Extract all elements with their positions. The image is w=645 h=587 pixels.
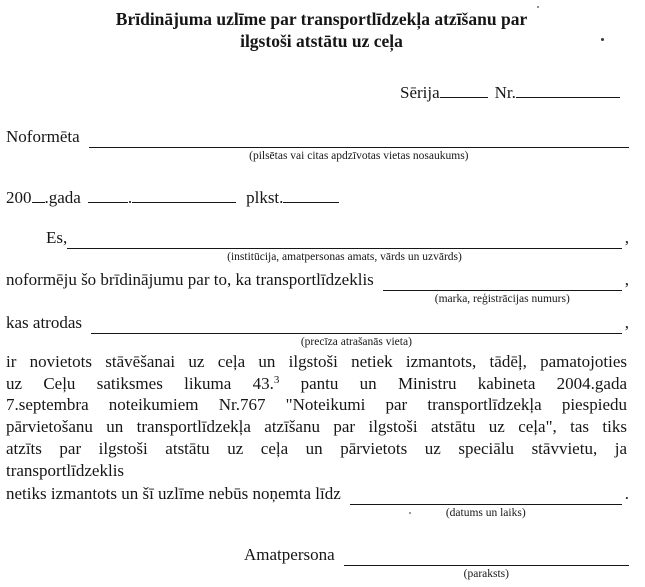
- date-month-blank: [132, 191, 236, 203]
- date-year-blank: [32, 191, 45, 203]
- netiks-field: [350, 483, 622, 520]
- field-row-noformeju: [6, 269, 629, 306]
- noformeju-blank-line: [383, 269, 622, 291]
- amatpersona-caption: (paraksts): [463, 568, 509, 581]
- netiks-label: netiks izmantots un šī uzlīme nebūs noņemta līdz: [6, 484, 341, 504]
- noformeta-field: [89, 126, 629, 163]
- nr-blank-line: [516, 86, 620, 98]
- es-label: Es,: [46, 228, 68, 247]
- scan-speck-1: [601, 38, 604, 41]
- noformeta-caption: (pilsētas vai citas apdzīvotas vietas nosaukums): [249, 150, 469, 162]
- field-row-amatpersona: [6, 544, 629, 581]
- noformeju-field: [383, 269, 622, 306]
- amatpersona-blank-line: [344, 544, 629, 566]
- amatpersona-field: [344, 544, 629, 581]
- nr-label: Nr.: [494, 83, 516, 102]
- date-row: [6, 187, 629, 209]
- noformeju-trailing-comma: ,: [624, 270, 629, 289]
- form-title-line-2: ilgstoši atstātu uz ceļa: [240, 31, 403, 51]
- kas-atrodas-blank-line: [91, 312, 622, 334]
- body-line-3: 7.septembra noteikumiem Nr.767 "Noteikumi par transportlīdzekļa piespiedu: [6, 395, 627, 415]
- scan-speck-2: [537, 6, 539, 8]
- netiks-caption: (datums un laiks): [445, 507, 526, 520]
- noformeta-label: Noformēta: [6, 127, 80, 146]
- netiks-trailing-period: .: [624, 484, 629, 504]
- date-plkst-label: plkst.: [246, 188, 284, 207]
- body-line-6: transportlīdzeklis: [6, 460, 125, 480]
- date-day-blank: [88, 191, 128, 203]
- date-time-blank: [283, 191, 339, 203]
- noformeta-blank-line: [89, 126, 629, 148]
- body-line-2-prefix: uz Ceļu satiksmes likuma 43.: [6, 373, 274, 393]
- es-blank-line: [67, 227, 622, 249]
- body-line-4: pārvietošanu un transportlīdzekļa atzīšanu par ilgstoši atstātu uz ceļa", tas tiks: [6, 417, 627, 437]
- serija-blank-line: [440, 86, 488, 98]
- amatpersona-label: Amatpersona: [244, 545, 335, 565]
- kas-atrodas-label: kas atrodas: [6, 313, 83, 332]
- field-row-kas-atrodas: [6, 312, 629, 349]
- scan-speck-3: [409, 512, 411, 514]
- form-title-line-1: Brīdinājuma uzlīme par transportlīdzekļa atzīšanu par: [115, 9, 528, 29]
- field-row-netiks: [6, 483, 629, 520]
- field-row-es: [6, 227, 629, 264]
- netiks-blank-line: [350, 483, 622, 505]
- kas-atrodas-field: [91, 312, 622, 349]
- superscript-3: 3: [273, 373, 280, 386]
- kas-atrodas-trailing-comma: ,: [624, 313, 629, 332]
- noformeju-caption: (marka, reģistrācijas numurs): [434, 293, 570, 305]
- es-caption: (institūcija, amatpersonas amats, vārds un uzvārds): [227, 251, 462, 263]
- body-line-2-suffix: pantu un Ministru kabineta 2004.gada: [279, 373, 627, 393]
- es-trailing-comma: ,: [624, 228, 629, 247]
- body-line-2: [6, 373, 627, 395]
- serija-nr-row: [400, 82, 629, 104]
- date-gada-label: .gada: [44, 188, 81, 207]
- body-line-5: atzīts par ilgstoši atstātu uz ceļa un pārvietots uz speciālu stāvvietu, ja: [6, 438, 627, 458]
- body-paragraph: [6, 351, 629, 481]
- date-dot: .: [127, 188, 133, 207]
- noformeju-label: noformēju šo brīdinājumu par to, ka transportlīdzeklis: [6, 270, 374, 289]
- serija-label: Sērija: [400, 83, 440, 102]
- es-field: [67, 227, 622, 264]
- kas-atrodas-caption: (precīza atrašanās vieta): [300, 336, 412, 348]
- body-line-1: ir novietots stāvēšanai uz ceļa un ilgstoši netiek izmantots, tādēļ, pamatojoties: [6, 352, 627, 371]
- date-year-prefix: 200: [6, 188, 32, 207]
- field-row-noformeta: [6, 126, 629, 163]
